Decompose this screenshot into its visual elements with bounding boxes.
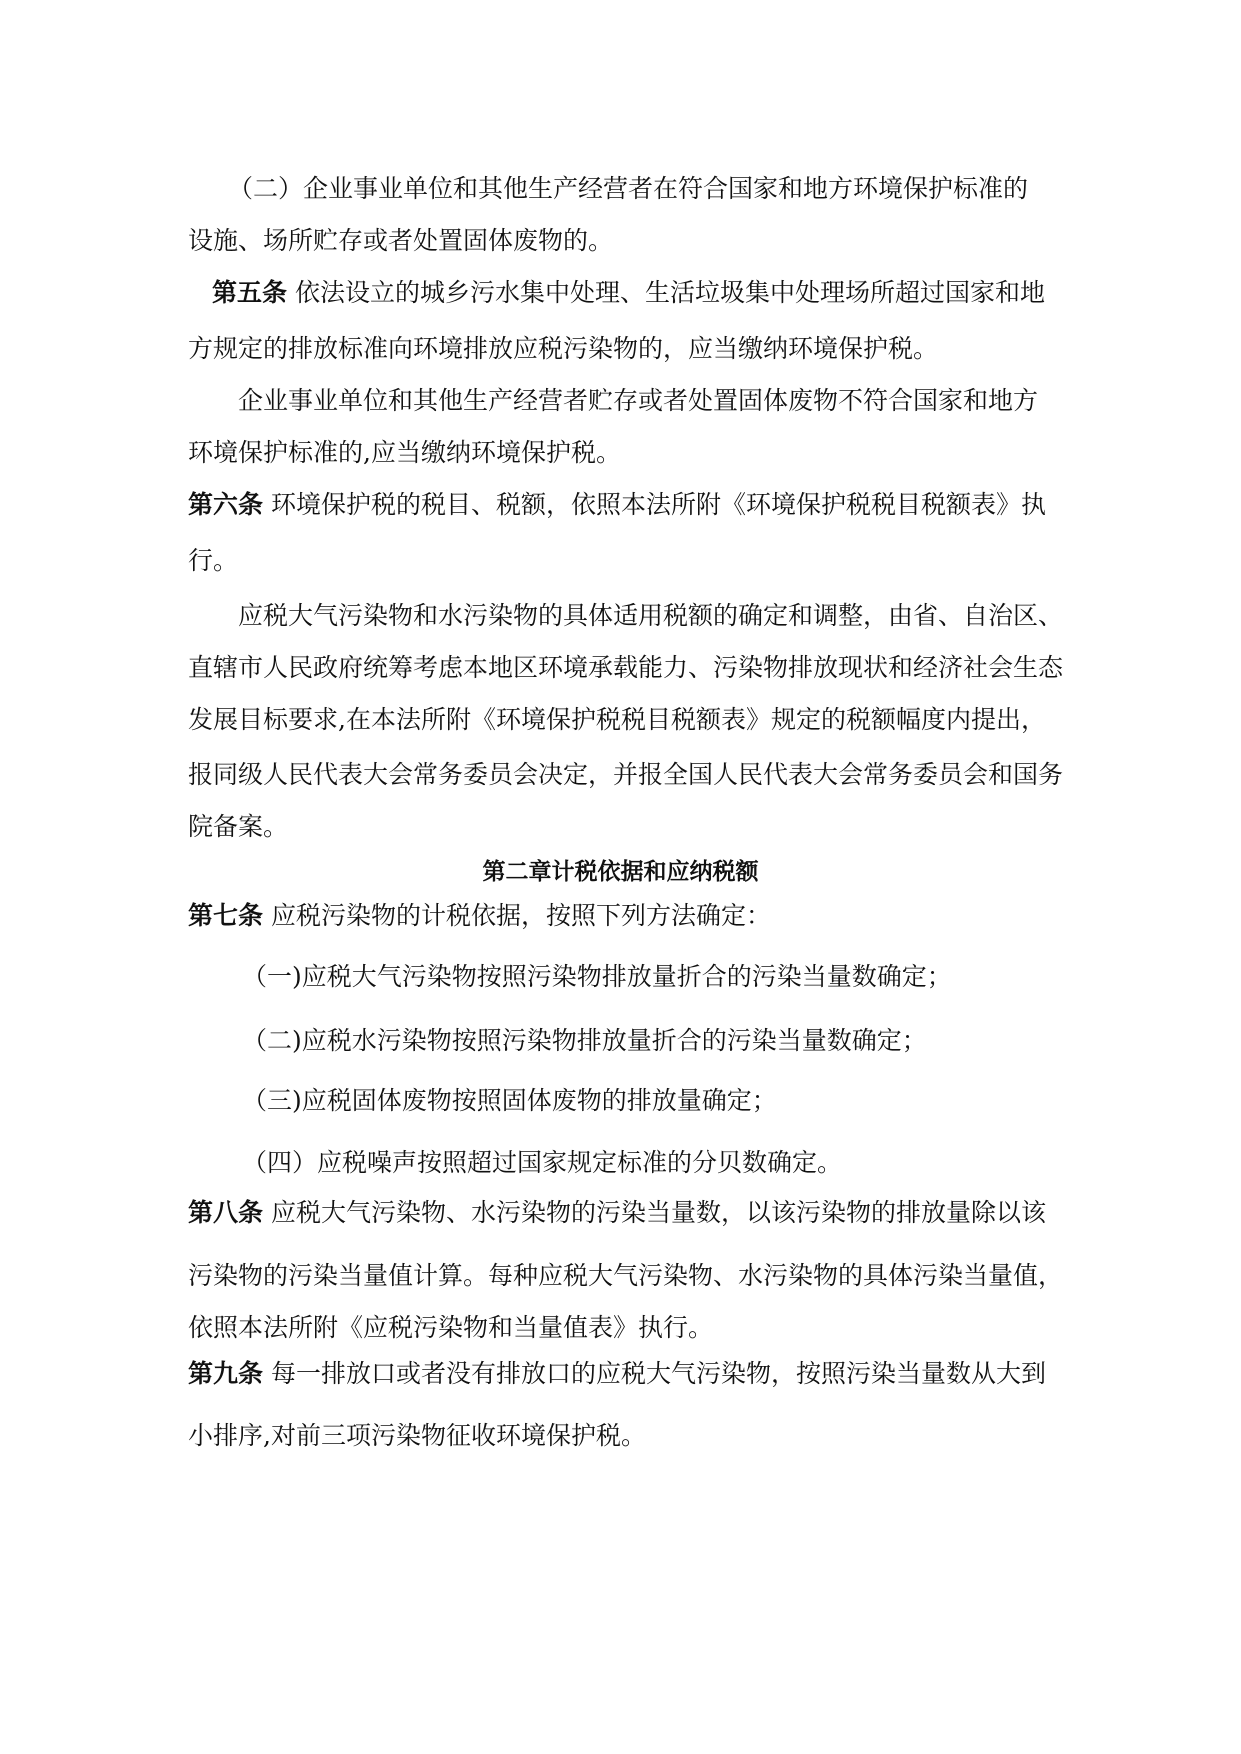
paragraph-line: 报同级人民代表大会常务委员会决定，并报全国人民代表大会常务委员会和国务: [188, 760, 1064, 789]
article-heading: 第六条: [188, 490, 264, 519]
paragraph-line: 依照本法所附《应税污染物和当量值表》执行。: [188, 1313, 714, 1342]
paragraph-line: 应税大气污染物、水污染物的污染当量数，以该污染物的排放量除以该: [270, 1198, 1046, 1227]
article-6: [188, 492, 1046, 517]
article-7: [188, 903, 771, 928]
list-item: （三)应税固体废物按照固体废物的排放量确定；: [242, 1086, 777, 1115]
paragraph-line: 每一排放口或者没有排放口的应税大气污染物，按照污染当量数从大到: [270, 1359, 1046, 1388]
paragraph-line: 环境保护税的税目、税额，依照本法所附《环境保护税税目税额表》执: [270, 490, 1046, 519]
paragraph-line: 院备案。: [188, 812, 289, 841]
paragraph-line: 方规定的排放标准向环境排放应税污染物的，应当缴纳环境保护税。: [188, 334, 939, 363]
article-heading: 第九条: [188, 1359, 264, 1388]
paragraph-line: 小排序,对前三项污染物征收环境保护税。: [188, 1421, 646, 1450]
article-8: [188, 1200, 1046, 1225]
paragraph-line: 发展目标要求,在本法所附《环境保护税税目税额表》规定的税额幅度内提出，: [188, 705, 1046, 734]
article-9: [188, 1361, 1046, 1386]
article-heading: 第五条: [212, 278, 288, 307]
paragraph-line: 企业事业单位和其他生产经营者贮存或者处置固体废物不符合国家和地方: [238, 386, 1039, 415]
list-item: （一)应税大气污染物按照污染物排放量折合的污染当量数确定；: [242, 962, 952, 991]
paragraph-line: 行。: [188, 546, 239, 575]
article-5: [212, 280, 1045, 305]
paragraph-line: 环境保护标准的,应当缴纳环境保护税。: [188, 438, 621, 467]
list-item: （四）应税噪声按照超过国家规定标准的分贝数确定。: [242, 1148, 843, 1177]
paragraph-line: 应税大气污染物和水污染物的具体适用税额的确定和调整，由省、自治区、: [238, 601, 1064, 630]
paragraph-line: 设施、场所贮存或者处置固体废物的。: [188, 226, 614, 255]
paragraph-line: 依法设立的城乡污水集中处理、生活垃圾集中处理场所超过国家和地: [294, 278, 1045, 307]
paragraph-line: 直辖市人民政府统筹考虑本地区环境承载能力、污染物排放现状和经济社会生态: [188, 653, 1064, 682]
paragraph-line: 应税污染物的计税依据，按照下列方法确定：: [270, 901, 771, 930]
chapter-heading: 第二章计税依据和应纳税额: [482, 859, 759, 885]
list-item: （二)应税水污染物按照污染物排放量折合的污染当量数确定；: [242, 1026, 927, 1055]
article-heading: 第八条: [188, 1198, 264, 1227]
article-heading: 第七条: [188, 901, 264, 930]
paragraph-line: （二）企业事业单位和其他生产经营者在符合国家和地方环境保护标准的: [228, 174, 1029, 203]
paragraph-line: 污染物的污染当量值计算。每种应税大气污染物、水污染物的具体污染当量值，: [188, 1261, 1064, 1290]
